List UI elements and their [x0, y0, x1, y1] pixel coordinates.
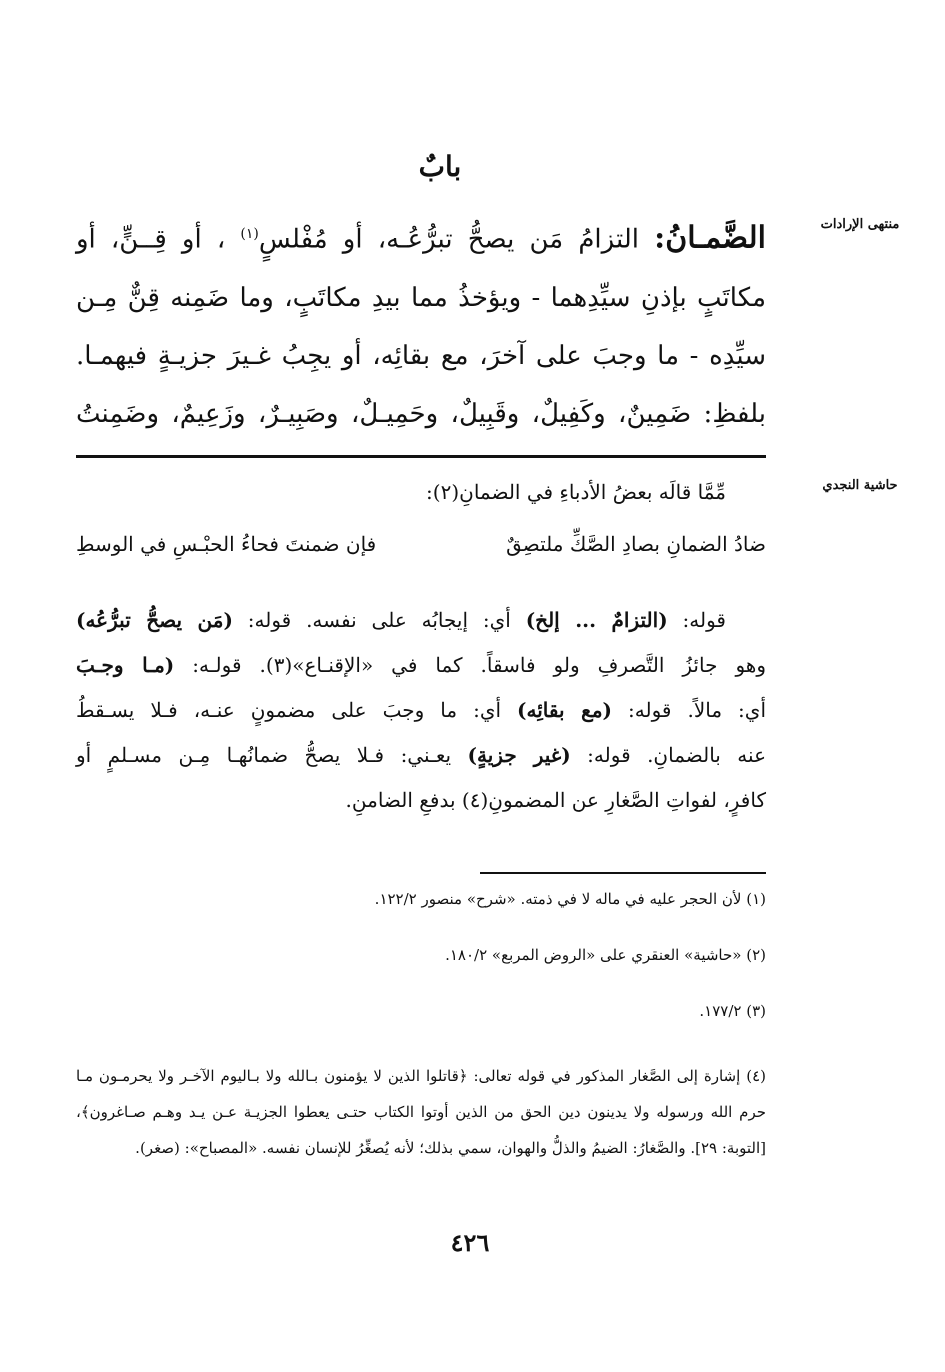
quoted-phrase: (مَن يصحُّ تبرُّعُه)	[76, 608, 233, 632]
matn-line-1-tail: ، أو قِــنٍّ، أو	[76, 224, 241, 255]
matn-line-3: سيِّدِه - ما وجبَ على آخرَ، مع بقائِه، أو يجِبُ غـيرَ جزيـةٍ فيهمـا.	[76, 340, 766, 371]
sharh-line-4	[76, 733, 766, 778]
quoted-phrase: (التزامٌ ... إلخ)	[525, 608, 668, 632]
sharh-line-1	[76, 598, 766, 643]
sharh-text: عنه بالضمانِ. قوله:	[570, 743, 766, 767]
matn-line-4: بلفظِ: ضَمِينٌ، وكَفِيلٌ، وقَبِيلٌ، وحَمِيـلٌ، وصَبِيـرٌ، وزَعِيمٌ، وضَمِنتُ	[76, 398, 766, 429]
side-label-muntaha: منتهى الإرادات	[820, 217, 900, 232]
footnotes	[76, 890, 766, 1166]
sharh-line-2	[76, 643, 766, 688]
matn-divider	[76, 455, 766, 458]
side-label-hashiya: حاشية النجدي	[822, 478, 898, 493]
verse-first-hemistich: ضادُ الضمانِ بصادِ الصَّكِّ ملتصِقٌ	[506, 532, 766, 556]
quoted-phrase: (غير جزيةٍ)	[467, 743, 571, 767]
quoted-phrase: (مع بقائِه)	[517, 698, 613, 722]
quoted-phrase: (مـا وجـبَ	[76, 653, 175, 677]
sharh-text: أي: إيجابُه على نفسه. قوله:	[232, 608, 526, 632]
sharh-text: أي: مالاً. قوله:	[612, 698, 766, 722]
footnote-3: (٣) ١٧٧/٢.	[699, 1002, 766, 1020]
footnote-2: (٢) «حاشية» العنقري على «الروض المربع» ١٨٠/٢.	[445, 946, 766, 964]
matn-term: الضَّمـانُ:	[654, 220, 766, 256]
sharh-line-3	[76, 688, 766, 733]
chapter-title: بابٌ	[418, 150, 462, 183]
sharh-intro: مِّمَّا قالَه بعضُ الأدباءِ في الضمانِ(٢):	[426, 480, 726, 504]
footnote-divider	[480, 872, 766, 874]
verse-second-hemistich: فإن ضمنتَ فحاءُ الحبْـسِ في الوسطِ	[76, 532, 377, 556]
poetry-verse	[76, 532, 766, 572]
sharh-line-5	[76, 778, 766, 823]
matn-line-2: مكاتَبٍ بإذنِ سيِّدِهما - ويؤخذُ مما بيدِ مكاتَبٍ، وما ضَمِنه قِنٌّ مِـن	[76, 282, 766, 313]
matn-text	[76, 205, 766, 443]
footnote-1: (١) لأن الحجر عليه في ماله لا في ذمته. «شرح» منصور ١٢٢/٢.	[374, 890, 766, 908]
matn-line-1	[76, 205, 766, 269]
sharh-body	[76, 598, 766, 823]
page-number: ٤٢٦	[450, 1228, 490, 1257]
footnote-4: (٤) إشارة إلى الصَّغار المذكور في قوله تعالى: ﴿قاتلوا الذين لا يؤمنون بـالله ولا بـاليوم الآخـر ولا يحرمـون مـا حرم الله ورسوله ولا يدينون دين الحق من الذين أوتوا الكتاب حتـى يعطوا الجزيـة عـن يـد وهـم صـاغرون﴾، [التوبة: ٢٩]. والصَّغارُ: الضيمُ والذلُّ والهوان، سمي بذلك؛ لأنه يُصغِّرُ للإنسان نفسه. «المصباح»: (صغر).	[76, 1067, 766, 1157]
footnote-marker-1: (١)	[240, 226, 259, 242]
sharh-text: كافرٍ، لفواتِ الصَّغارِ عن المضمونِ(٤) بدفعِ الضامنِ.	[345, 788, 766, 812]
sharh-text: يعـني: فـلا يصحُّ ضمانُهـا مِـن مسـلمٍ أو	[76, 743, 468, 767]
sharh-text: أي: ما وجبَ على مضمونٍ عنـه، فـلا يسـقطُ	[76, 698, 518, 722]
sharh-text: قوله:	[667, 608, 726, 632]
sharh-text: وهو جائزُ التَّصرفِ ولو فاسقاً. كما في «الإقنـاع»(٣). قولـه:	[174, 653, 766, 677]
matn-line-1-text: التزامُ مَن يصحُّ تبرُّعُـه، أو مُفْلسٍ	[258, 224, 655, 255]
